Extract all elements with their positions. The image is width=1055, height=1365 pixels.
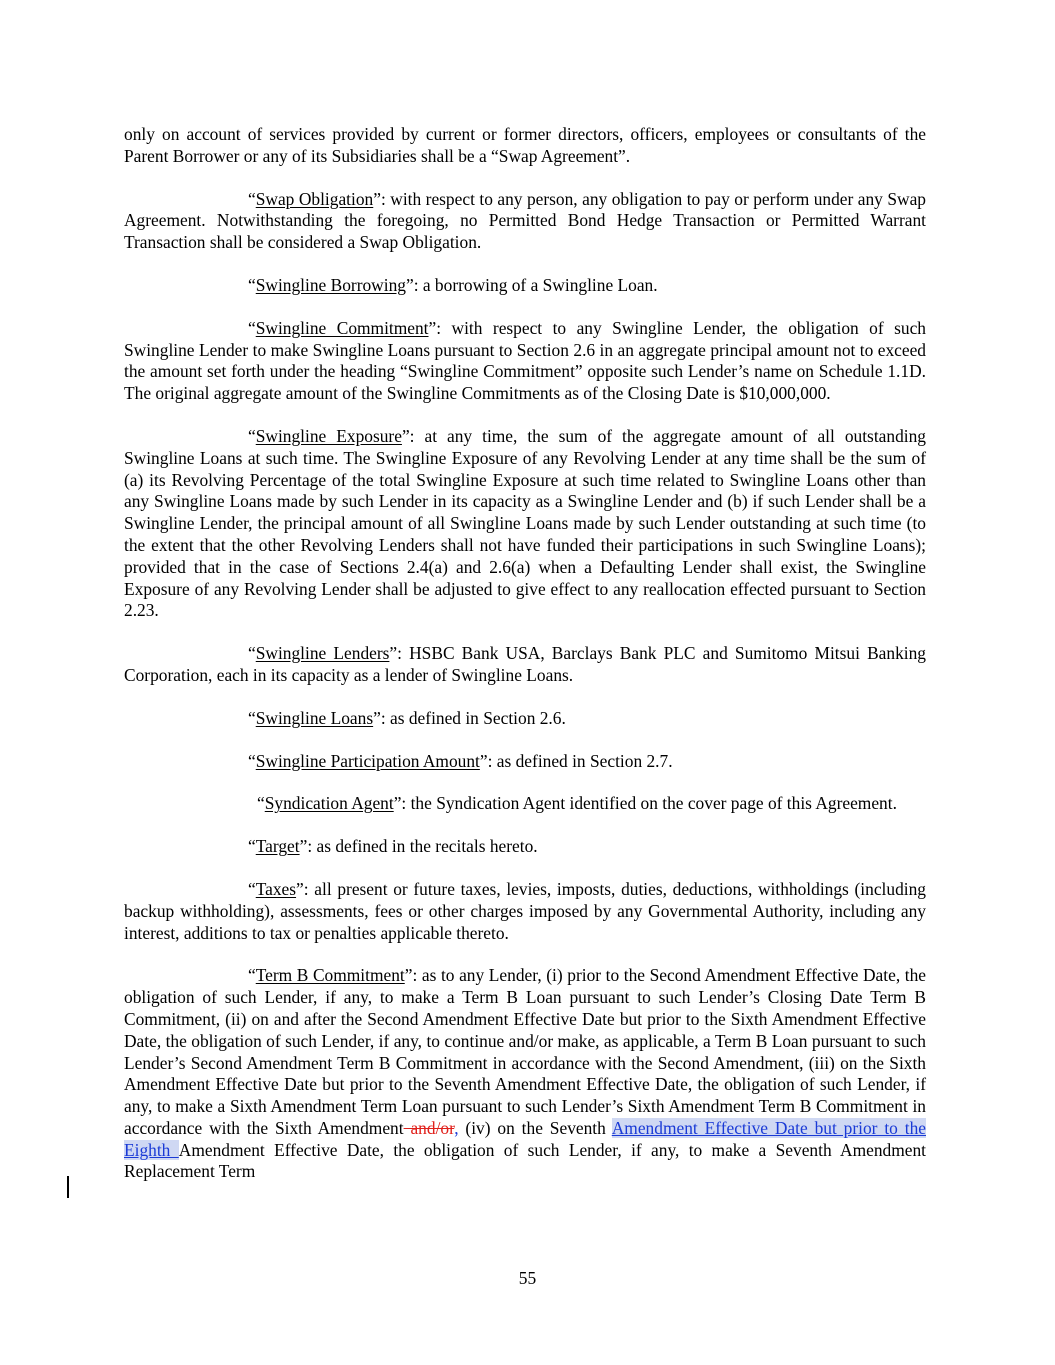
- defined-term: Swingline Borrowing: [255, 274, 406, 295]
- deleted-text: and/or: [403, 1117, 455, 1138]
- definition-text: ”: the Syndication Agent identified on the cover page of this Agreement.: [393, 793, 897, 814]
- defined-term: Swingline Participation Amount: [255, 750, 480, 771]
- defined-term: Swingline Exposure: [255, 425, 402, 446]
- paragraph-continuation: only on account of services provided by current or former directors, officers, employees or consultants of the Parent Borrower or any of its Subsidiaries shall be a “Swap Agreement”.: [124, 124, 926, 166]
- definition-text: ”: as defined in the recitals hereto.: [299, 836, 538, 857]
- definition-text: ”: with respect to any person, any obligation to pay or perform under any Swap Agreement. Notwithstanding the foregoing, no Permitted Bond Hedge Transaction or Permitted Warrant Transaction shall be considered a Swap Obligation.: [124, 188, 926, 253]
- definition-swingline-participation-amount: [124, 751, 926, 773]
- defined-term: Swingline Loans: [255, 707, 374, 728]
- tracked-insertion-highlight: Amendment Effective Date but prior to the Eighth: [124, 1117, 926, 1160]
- definition-swingline-lenders: [124, 643, 926, 687]
- definition-swingline-exposure: [124, 426, 926, 622]
- definition-text: ”: with respect to any Swingline Lender, the obligation of such Swingline Lender to make Swingline Loans pursuant to Section 2.6 in an aggregate principal amount not to exceed the amount set forth under the heading “Swingline Commitment” opposite such Lender’s name on Schedule 1.1D. The original aggregate amount of the Swingline Commitments as of the Closing Date is $10,000,000.: [124, 317, 926, 404]
- open-quote: “: [248, 425, 256, 446]
- defined-term: Swingline Lenders: [255, 643, 390, 664]
- page-number: 55: [518, 1268, 537, 1288]
- definition-swingline-commitment: [124, 318, 926, 405]
- open-quote: “: [248, 188, 256, 209]
- definition-text: ”: as defined in Section 2.6.: [373, 707, 566, 728]
- open-quote: “: [257, 793, 265, 814]
- definition-text-3: Amendment Effective Date, the obligation of such Lender, if any, to make a Seventh Amendment Replacement Term: [124, 1139, 926, 1182]
- open-quote: “: [248, 965, 256, 986]
- defined-term: Taxes: [255, 878, 297, 899]
- definition-text: ”: as to any Lender, (i) prior to the Second Amendment Effective Date, the obligation of such Lender, if any, to make a Term B Loan pursuant to such Lender’s Closing Date Term B Commitment, (ii) on and after the Second Amendment Effective Date but prior to the Sixth Amendment Effective Date, the obligation of such Lender, if any, to continue and/or make, as applicable, a Term B Loan pursuant to such Lender’s Second Amendment Term B Commitment in accordance with the Second Amendment, (iii) on the Sixth Amendment Effective Date but prior to the Seventh Amendment Effective Date, the obligation of such Lender, if any, to make a Sixth Amendment Term Loan pursuant to such Lender’s Sixth Amendment Term B Commitment in accordance with the Sixth Amendment: [124, 965, 927, 1138]
- definition-target: [124, 836, 926, 858]
- open-quote: “: [248, 317, 256, 338]
- document-body: [124, 124, 926, 1204]
- definition-swingline-borrowing: [124, 275, 926, 297]
- definition-text: ”: all present or future taxes, levies, imposts, duties, deductions, withholdings (including backup withholding), assessments, fees or other charges imposed by any Governmental Authority, including any interest, additions to tax or penalties applicable thereto.: [124, 878, 926, 943]
- defined-term: Target: [255, 836, 300, 857]
- open-quote: “: [248, 274, 256, 295]
- definition-syndication-agent: [124, 793, 926, 815]
- defined-term: Swap Obligation: [255, 188, 374, 209]
- defined-term: Term B Commitment: [255, 965, 405, 986]
- change-bar: [67, 1176, 69, 1198]
- definition-swingline-loans: [124, 708, 926, 730]
- definition-text: ”: at any time, the sum of the aggregate amount of all outstanding Swingline Loans at such time. The Swingline Exposure of any Revolving Lender at any time shall be the sum of (a) its Revolving Percentage of the total Swingline Exposure at such time related to Swingline Loans other than any Swingline Loans made by such Lender in its capacity as a Swingline Lender and (b) if such Lender shall be a Swingline Lender, the principal amount of all Swingline Loans made by such Lender outstanding at such time (to the extent that the other Revolving Lenders shall not have funded their participations in such Swingline Loans); provided that in the case of Sections 2.4(a) and 2.6(a) when a Defaulting Lender shall exist, the Swingline Exposure of any Revolving Lender shall be adjusted to give effect to any reallocation effected pursuant to Section 2.23.: [124, 425, 926, 621]
- definition-term-b-commitment: [124, 965, 926, 1183]
- open-quote: “: [248, 750, 256, 771]
- open-quote: “: [248, 643, 256, 664]
- open-quote: “: [248, 836, 256, 857]
- defined-term: Swingline Commitment: [255, 317, 429, 338]
- definition-text: ”: HSBC Bank USA, Barclays Bank PLC and Sumitomo Mitsui Banking Corporation, each in its capacity as a lender of Swingline Loans.: [124, 643, 927, 685]
- inserted-text: ,: [454, 1117, 459, 1138]
- open-quote: “: [248, 707, 256, 728]
- definition-text-2: (iv) on the Seventh: [458, 1117, 612, 1138]
- definition-swap-obligation: [124, 189, 926, 254]
- open-quote: “: [248, 878, 256, 899]
- definition-text: ”: a borrowing of a Swingline Loan.: [405, 274, 658, 295]
- defined-term: Syndication Agent: [264, 793, 394, 814]
- definition-taxes: [124, 879, 926, 944]
- definition-text: ”: as defined in Section 2.7.: [479, 750, 673, 771]
